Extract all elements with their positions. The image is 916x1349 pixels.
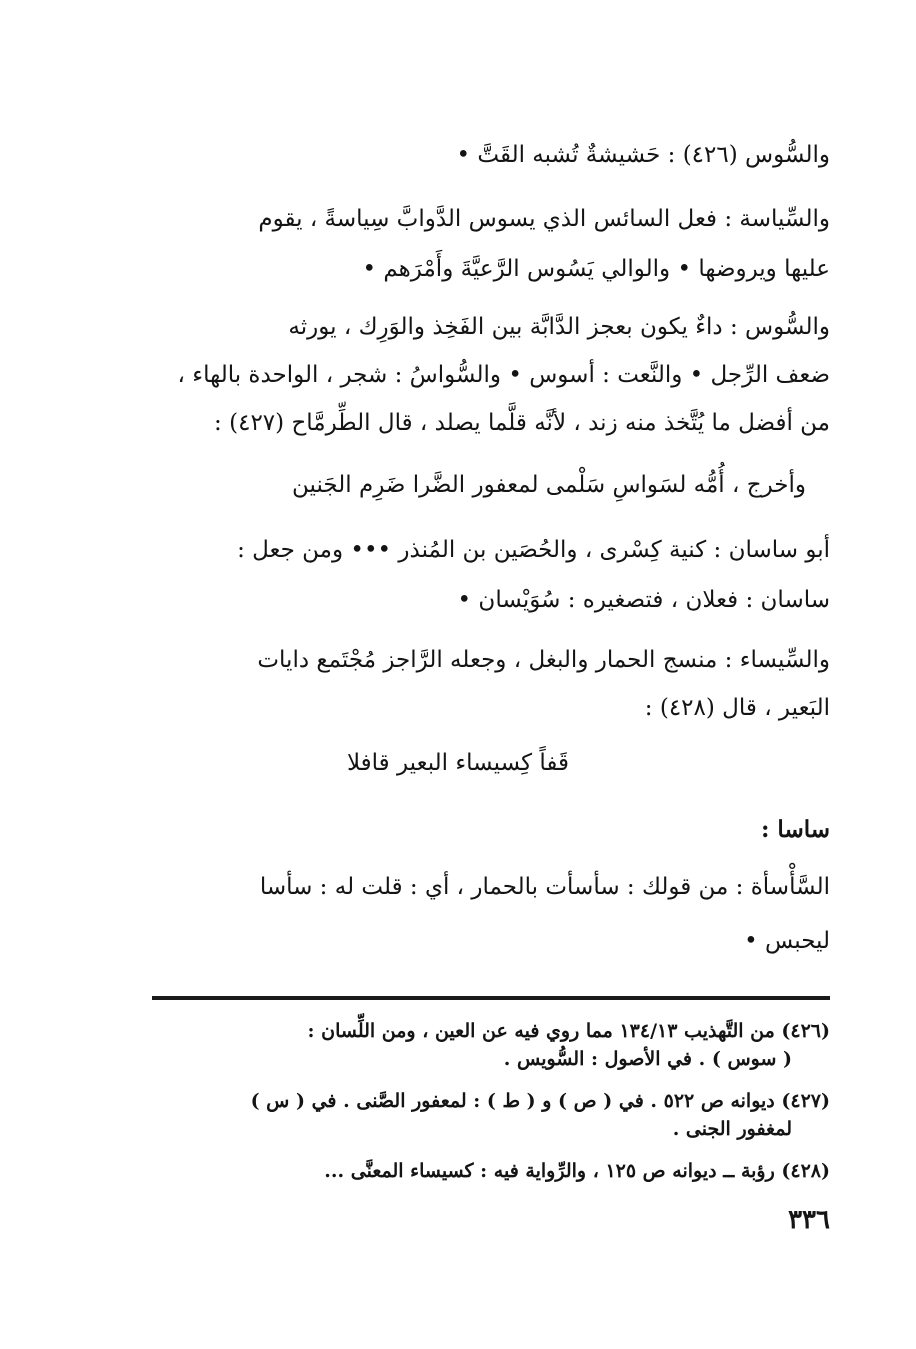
body-line-3: عليها ويروضها • والوالي يَسُوس الرَّعيَّةَ وأَمْرَهم • bbox=[362, 256, 830, 282]
poetry-verse-2: قَفاً كِسيساء البعير قافلا bbox=[346, 750, 570, 776]
footnote-427: (٤٢٧) ديوانه ص ٥٢٢ . في ( ص ) و ( ط ) : لمعفور الصَّنى . في ( س ) bbox=[250, 1090, 830, 1112]
body-line-12: ليحبس • bbox=[744, 928, 830, 954]
body-line-2: والسِّياسة : فعل السائس الذي يسوس الدَّوابَّ سِياسةً ، يقوم bbox=[258, 206, 830, 232]
footnote-426: (٤٢٦) من التَّهذيب ١٣٤/١٣ مما روي فيه عن العين ، ومن اللِّسان : bbox=[307, 1020, 830, 1042]
body-line-8: ساسان : فعلان ، فتصغيره : سُوَيْسان • bbox=[457, 587, 830, 613]
body-line-4: والسُّوس : داءٌ يكون بعجز الدَّابَّة بين الفَخِذ والوَرِك ، يورثه bbox=[288, 314, 830, 340]
body-line-7: أبو ساسان : كنية كِسْرى ، والحُصَين بن المُنذر ••• ومن جعل : bbox=[237, 537, 830, 563]
footnote-428: (٤٢٨) رؤبة ــ ديوانه ص ١٢٥ ، والرِّواية فيه : كسيساء المعنَّى ... bbox=[324, 1160, 830, 1182]
poetry-verse-1: وأخرج ، أُمُّه لسَواسِ سَلْمى لمعفور الضَّرا ضَرِم الجَنين bbox=[292, 472, 806, 498]
section-heading: ساسا : bbox=[760, 816, 830, 843]
body-line-10: البَعير ، قال (٤٢٨) : bbox=[644, 695, 830, 721]
body-line-1: والسُّوس (٤٢٦) : حَشيشةٌ تُشبه القَتَّ • bbox=[456, 142, 830, 168]
footnote-divider bbox=[152, 996, 830, 1000]
body-line-6: من أفضل ما يُتَّخذ منه زند ، لأنَّه قلَّما يصلد ، قال الطِّرمَّاح (٤٢٧) : bbox=[214, 410, 830, 436]
page-number: ٣٣٦ bbox=[788, 1205, 830, 1235]
footnote-427-cont: لمغفور الجنى . bbox=[672, 1118, 792, 1140]
footnote-426-cont: ( سوس ) . في الأصول : السُّويس . bbox=[503, 1048, 792, 1070]
body-line-11: السَّأْسأة : من قولك : سأسأت بالحمار ، أي : قلت له : سأسا bbox=[259, 874, 830, 900]
body-line-9: والسِّيساء : منسج الحمار والبغل ، وجعله الرَّاجز مُجْتَمع دايات bbox=[257, 647, 830, 673]
body-line-5: ضعف الرِّجل • والنَّعت : أسوس • والسُّواسُ : شجر ، الواحدة بالهاء ، bbox=[177, 362, 830, 388]
